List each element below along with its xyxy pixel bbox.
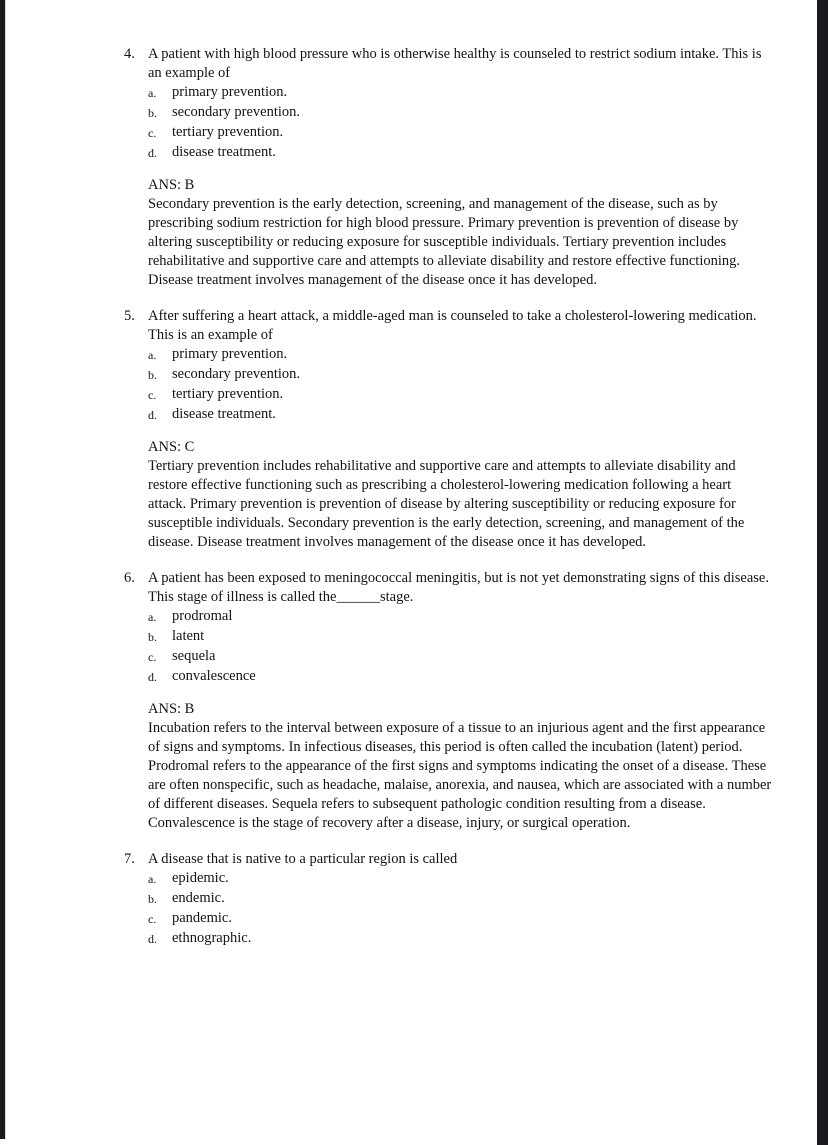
option-d bbox=[148, 143, 800, 163]
option-letter: a. bbox=[148, 86, 157, 100]
option-c bbox=[148, 385, 800, 405]
option-text: latent bbox=[172, 628, 205, 644]
question-text: A patient has been exposed to meningococcal meningitis, but is not yet demonstrating signs of this disease. This stage of illness is called the______stage. bbox=[148, 570, 769, 605]
option-letter: a. bbox=[148, 872, 157, 886]
question-head bbox=[124, 569, 800, 607]
answer-rationale: Secondary prevention is the early detection, screening, and management of the disease, such as by prescribing sodium restriction for high blood pressure. Primary prevention is prevention of disease by altering susceptibility or reducing exposure for susceptible individuals. Tertiary prevention includes rehabilitative and supportive care and attempts to alleviate disability and restore effective functioning. Disease treatment involves management of the disease once it has developed. bbox=[148, 196, 741, 288]
answer-rationale: Tertiary prevention includes rehabilitative and supportive care and attempts to alleviate disability and restore effective functioning such as prescribing a cholesterol-lowering medication following a heart attack. Primary prevention is prevention of disease by altering susceptibility or reducing exposure for susceptible individuals. Secondary prevention is the early detection, screening, and management of the disease. Disease treatment involves management of the disease once it has developed. bbox=[148, 458, 745, 550]
page-content bbox=[0, 45, 800, 966]
option-text: disease treatment. bbox=[172, 144, 276, 160]
answer-label: ANS: C bbox=[148, 439, 195, 455]
option-letter: a. bbox=[148, 348, 157, 362]
option-text: pandemic. bbox=[172, 910, 232, 926]
option-a bbox=[148, 345, 800, 365]
option-b bbox=[148, 103, 800, 123]
option-text: endemic. bbox=[172, 890, 225, 906]
answer-block bbox=[148, 176, 772, 290]
option-c bbox=[148, 909, 800, 929]
option-letter: b. bbox=[148, 106, 157, 120]
option-letter: b. bbox=[148, 368, 157, 382]
option-d bbox=[148, 405, 800, 425]
options-list bbox=[148, 869, 800, 949]
option-text: tertiary prevention. bbox=[172, 386, 284, 402]
answer-rationale: Incubation refers to the interval between exposure of a tissue to an injurious agent and the first appearance of signs and symptoms. In infectious diseases, this period is often called the incubation (latent) period. Prodromal refers to the appearance of the first signs and symptoms indicating the onset of a disease. These are often nonspecific, such as headache, malaise, anorexia, and nausea, which are associated with a number of different diseases. Sequela refers to subsequent pathologic condition resulting from a disease. Convalescence is the stage of recovery after a disease, injury, or surgical operation. bbox=[148, 720, 772, 831]
option-text: primary prevention. bbox=[172, 346, 288, 362]
option-letter: d. bbox=[148, 408, 157, 422]
option-letter: a. bbox=[148, 610, 157, 624]
question-block-4 bbox=[0, 45, 800, 290]
question-number: 6. bbox=[124, 570, 135, 586]
option-a bbox=[148, 869, 800, 889]
option-d bbox=[148, 667, 800, 687]
option-c bbox=[148, 647, 800, 667]
option-text: secondary prevention. bbox=[172, 104, 301, 120]
option-b bbox=[148, 365, 800, 385]
option-text: sequela bbox=[172, 648, 216, 664]
question-text: A disease that is native to a particular region is called bbox=[148, 851, 458, 867]
question-number: 5. bbox=[124, 308, 135, 324]
question-text: After suffering a heart attack, a middle-aged man is counseled to take a cholesterol-lowering medication. This is an example of bbox=[148, 308, 757, 343]
option-letter: d. bbox=[148, 932, 157, 946]
question-head bbox=[124, 850, 800, 869]
option-text: convalescence bbox=[172, 668, 256, 684]
question-head bbox=[124, 45, 800, 83]
option-b bbox=[148, 889, 800, 909]
answer-label: ANS: B bbox=[148, 701, 195, 717]
question-text: A patient with high blood pressure who is otherwise healthy is counseled to restrict sodium intake. This is an example of bbox=[148, 46, 762, 81]
option-letter: b. bbox=[148, 892, 157, 906]
option-text: ethnographic. bbox=[172, 930, 252, 946]
option-d bbox=[148, 929, 800, 949]
option-text: prodromal bbox=[172, 608, 233, 624]
question-block-7 bbox=[0, 850, 800, 949]
question-block-6 bbox=[0, 569, 800, 833]
options-list bbox=[148, 345, 800, 425]
option-letter: c. bbox=[148, 126, 157, 140]
option-letter: c. bbox=[148, 650, 157, 664]
option-text: epidemic. bbox=[172, 870, 229, 886]
question-head bbox=[124, 307, 800, 345]
option-text: tertiary prevention. bbox=[172, 124, 284, 140]
right-edge-bar bbox=[817, 0, 828, 1145]
option-letter: c. bbox=[148, 912, 157, 926]
options-list bbox=[148, 83, 800, 163]
option-b bbox=[148, 627, 800, 647]
option-text: primary prevention. bbox=[172, 84, 288, 100]
answer-block bbox=[148, 700, 772, 833]
option-text: secondary prevention. bbox=[172, 366, 301, 382]
option-letter: c. bbox=[148, 388, 157, 402]
question-number: 7. bbox=[124, 851, 135, 867]
answer-block bbox=[148, 438, 772, 552]
option-letter: b. bbox=[148, 630, 157, 644]
option-a bbox=[148, 83, 800, 103]
options-list bbox=[148, 607, 800, 687]
option-a bbox=[148, 607, 800, 627]
option-letter: d. bbox=[148, 670, 157, 684]
question-block-5 bbox=[0, 307, 800, 552]
option-letter: d. bbox=[148, 146, 157, 160]
answer-label: ANS: B bbox=[148, 177, 195, 193]
question-number: 4. bbox=[124, 46, 135, 62]
option-c bbox=[148, 123, 800, 143]
option-text: disease treatment. bbox=[172, 406, 276, 422]
